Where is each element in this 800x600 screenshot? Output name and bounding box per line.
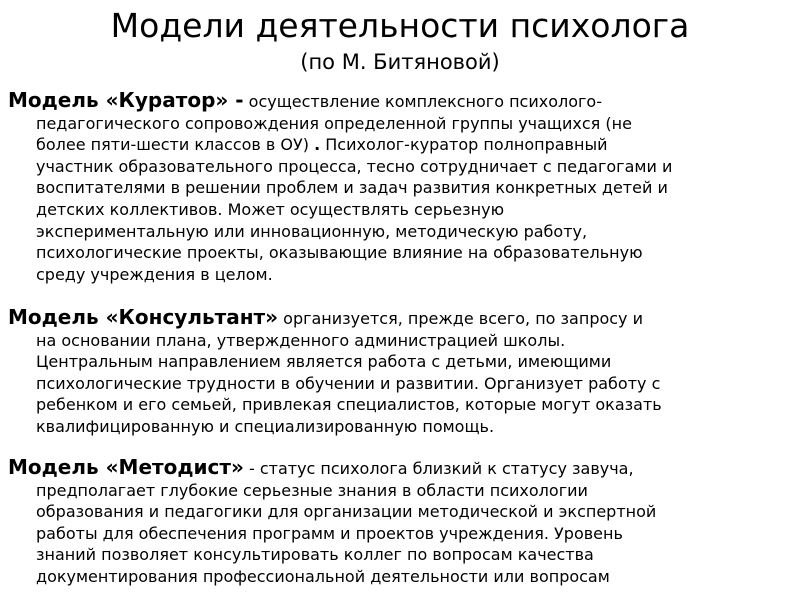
slide-title: Модели деятельности психолога <box>110 6 690 45</box>
model-kurator-line-3-tail: Психолог-куратор полноправный <box>320 135 608 155</box>
slide-subtitle: (по М. Битяновой) <box>300 50 500 74</box>
model-metodist-line-1: статус психолога близкий к статусу завуча, <box>254 459 634 478</box>
model-metodist-line-3: образования и педагогики для организации методической и экспертной <box>36 502 657 522</box>
model-konsultant-line-3: Центральным направлением является работа с детьми, имеющими <box>36 352 612 372</box>
model-kurator-line-9: среду учреждения в целом. <box>36 264 273 284</box>
model-kurator-line-2: педагогического сопровождения определенной группы учащихся (не <box>36 113 632 133</box>
model-kurator-line-6: детских коллективов. Может осуществлять серьезную <box>36 199 505 219</box>
model-metodist-line-6: документирования профессиональной деятельности или вопросам <box>36 566 610 586</box>
model-konsultant-line-1: организуется, прежде всего, по запросу и <box>278 309 644 328</box>
model-metodist-term: Модель «Методист» <box>8 455 244 479</box>
model-konsultant-line-5: ребенком и его семьей, привлекая специалистов, которые могут оказать <box>36 395 662 415</box>
model-metodist <box>8 457 656 588</box>
model-kurator-term: Модель «Куратор» - <box>8 88 244 112</box>
model-kurator-line-5: воспитателями в решении проблем и задач развития конкретных детей и <box>36 178 668 198</box>
model-konsultant <box>8 307 662 438</box>
model-kurator <box>8 90 672 285</box>
model-konsultant-line-2: на основании плана, утвержденного администрацией школы. <box>36 330 566 350</box>
model-kurator-line-1: осуществление комплексного психолого- <box>243 92 602 111</box>
model-konsultant-line-6: квалифицированную и специализированную помощь. <box>36 416 495 436</box>
model-metodist-line-5: знаний позволяет консультировать коллег по вопросам качества <box>36 545 594 565</box>
model-metodist-line-2: предполагает глубокие серьезные знания в области психологии <box>36 480 588 500</box>
model-konsultant-line-4: психологические трудности в обучении и развитии. Организует работу с <box>36 373 661 393</box>
model-konsultant-term: Модель «Консультант» <box>8 305 279 329</box>
model-kurator-line-7: экспериментальную или инновационную, методическую работу, <box>36 221 588 241</box>
model-kurator-line-8: психологические проекты, оказывающие влияние на образовательную <box>36 243 643 263</box>
model-metodist-line-4: работы для обеспечения программ и проектов учреждения. Уровень <box>36 523 623 543</box>
model-metodist-dash: - <box>243 459 255 478</box>
model-kurator-line-3: более пяти-шести классов в ОУ) <box>36 135 315 155</box>
model-kurator-dot: . <box>314 135 321 155</box>
model-kurator-line-4: участник образовательного процесса, тесно сотрудничает с педагогами и <box>36 156 673 176</box>
